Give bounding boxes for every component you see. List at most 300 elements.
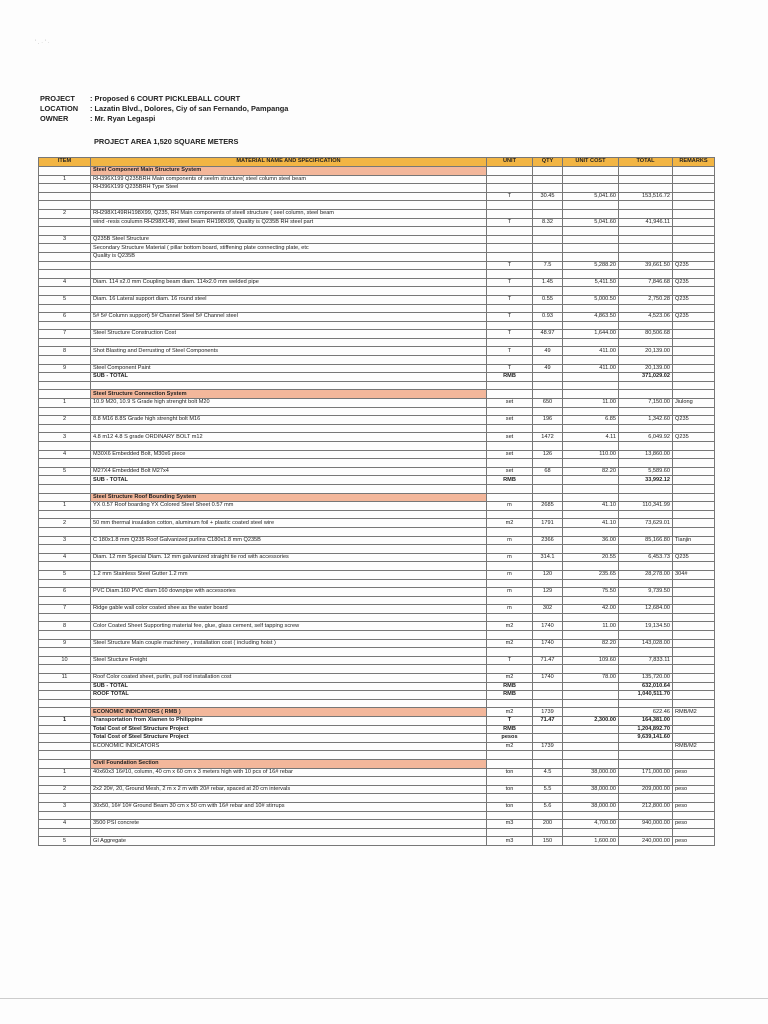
cell-qty [533, 209, 563, 218]
cell-desc: Steel Structure Main couple machinery , installation cost ( including hoist ) [91, 639, 487, 648]
cell-unit [487, 338, 533, 347]
cell-item: 1 [39, 399, 91, 408]
cell-total: 940,000.00 [619, 820, 673, 829]
cell-remarks [673, 347, 715, 356]
cell-unit: m2 [487, 519, 533, 528]
cell-item: 9 [39, 364, 91, 373]
cell-qty [533, 545, 563, 554]
cell-remarks [673, 639, 715, 648]
cell-total [619, 484, 673, 493]
cell-remarks: peso [673, 837, 715, 846]
cell-item [39, 381, 91, 390]
cell-unit [487, 270, 533, 279]
cell-unit-cost: 75.50 [563, 588, 619, 597]
col-header-qty: QTY [533, 158, 563, 167]
table-row [39, 588, 715, 597]
cell-qty [533, 390, 563, 399]
cell-item [39, 734, 91, 743]
cell-desc: SUB - TOTAL [91, 682, 487, 691]
cell-unit-cost: 41.10 [563, 502, 619, 511]
cell-remarks [673, 227, 715, 236]
cell-total: 1,040,511.70 [619, 691, 673, 700]
cell-remarks [673, 484, 715, 493]
cell-unit [487, 484, 533, 493]
col-header-unit: UNIT [487, 158, 533, 167]
cell-unit [487, 304, 533, 313]
cell-unit [487, 244, 533, 253]
cell-desc: Total Cost of Steel Structure Project [91, 725, 487, 734]
section-title: ECONOMIC INDICATORS ( RMB ) [91, 708, 487, 717]
cell-total [619, 244, 673, 253]
cell-qty [533, 235, 563, 244]
cell-desc: ECONOMIC INDICATORS [91, 742, 487, 751]
cell-qty: 1472 [533, 433, 563, 442]
cell-item [39, 725, 91, 734]
cell-remarks [673, 605, 715, 614]
cell-item [39, 682, 91, 691]
cell-total: 39,661.50 [619, 261, 673, 270]
cell-qty: 71.47 [533, 656, 563, 665]
cell-item: 4 [39, 278, 91, 287]
cell-unit-cost [563, 794, 619, 803]
cell-unit-cost: 5,411.50 [563, 278, 619, 287]
table-row [39, 811, 715, 820]
cell-total: 73,629.01 [619, 519, 673, 528]
subtotal-row [39, 476, 715, 485]
cell-remarks: Q235 [673, 313, 715, 322]
cell-qty [533, 459, 563, 468]
cell-total: 12,684.00 [619, 605, 673, 614]
cell-total [619, 777, 673, 786]
cell-total [619, 338, 673, 347]
cell-remarks [673, 734, 715, 743]
cell-total [619, 184, 673, 193]
cell-desc: Diam. 16 Lateral support diam. 16 round steel [91, 295, 487, 304]
table-row [39, 330, 715, 339]
cell-item: 7 [39, 605, 91, 614]
cell-unit-cost [563, 725, 619, 734]
cell-remarks [673, 373, 715, 382]
cell-qty: 49 [533, 364, 563, 373]
table-row [39, 742, 715, 751]
cell-qty: 0.93 [533, 313, 563, 322]
table-row [39, 768, 715, 777]
cell-unit-cost [563, 759, 619, 768]
cell-remarks [673, 175, 715, 184]
subtotal-row [39, 691, 715, 700]
cell-unit-cost: 11.00 [563, 399, 619, 408]
cell-qty: 1739 [533, 742, 563, 751]
cell-total: 7,833.11 [619, 656, 673, 665]
table-row [39, 639, 715, 648]
cell-qty: 1791 [533, 519, 563, 528]
cell-unit-cost: 42.00 [563, 605, 619, 614]
cell-qty: 5.5 [533, 785, 563, 794]
cell-total [619, 270, 673, 279]
cell-total: 85,166.80 [619, 536, 673, 545]
cell-unit-cost [563, 338, 619, 347]
cell-qty: 1740 [533, 639, 563, 648]
cell-total: 33,992.12 [619, 476, 673, 485]
cell-qty: 314.1 [533, 553, 563, 562]
cell-qty [533, 338, 563, 347]
cell-unit-cost [563, 596, 619, 605]
cell-item: 5 [39, 837, 91, 846]
cell-qty: 30.45 [533, 192, 563, 201]
cell-item: 6 [39, 588, 91, 597]
cell-unit-cost: 4,700.00 [563, 820, 619, 829]
cell-remarks: peso [673, 802, 715, 811]
table-row [39, 570, 715, 579]
cell-item [39, 691, 91, 700]
cell-total [619, 209, 673, 218]
cell-qty: 1.45 [533, 278, 563, 287]
cell-unit: T [487, 218, 533, 227]
table-row [39, 287, 715, 296]
cell-desc: 8.8 M16 8.8S Grade high strenght bolt M16 [91, 416, 487, 425]
cell-qty [533, 665, 563, 674]
cell-desc: RH298X149RH198X99, Q235, RH Main components of steell structure ( seel column, steel beam [91, 209, 487, 218]
cell-unit: pesos [487, 734, 533, 743]
cell-total: 7,846.68 [619, 278, 673, 287]
cell-unit [487, 209, 533, 218]
cell-remarks [673, 304, 715, 313]
cell-item [39, 476, 91, 485]
table-row [39, 347, 715, 356]
cell-item: 4 [39, 553, 91, 562]
cell-qty [533, 407, 563, 416]
cell-qty: 2366 [533, 536, 563, 545]
cell-unit [487, 381, 533, 390]
cell-total: 2,750.28 [619, 295, 673, 304]
cell-unit-cost: 4,863.50 [563, 313, 619, 322]
cell-unit-cost: 78.00 [563, 674, 619, 683]
cell-unit-cost: 110.00 [563, 450, 619, 459]
cell-desc [91, 192, 487, 201]
cell-total [619, 811, 673, 820]
cell-unit-cost [563, 227, 619, 236]
cell-qty [533, 442, 563, 451]
table-row [39, 794, 715, 803]
cell-desc: Quality is Q235B [91, 252, 487, 261]
cell-desc [91, 304, 487, 313]
cell-unit-cost: 38,000.00 [563, 785, 619, 794]
cell-remarks [673, 759, 715, 768]
cell-qty: 200 [533, 820, 563, 829]
cell-item: 4 [39, 450, 91, 459]
table-row [39, 656, 715, 665]
cell-unit [487, 442, 533, 451]
cell-item [39, 510, 91, 519]
cell-total [619, 648, 673, 657]
section-header-row [39, 493, 715, 502]
cell-total: 41,946.11 [619, 218, 673, 227]
table-row [39, 605, 715, 614]
cell-unit-cost [563, 390, 619, 399]
cell-unit [487, 759, 533, 768]
project-label: PROJECT [40, 94, 75, 103]
cell-qty [533, 828, 563, 837]
table-row [39, 252, 715, 261]
cell-qty [533, 476, 563, 485]
cell-remarks [673, 510, 715, 519]
project-line [40, 94, 240, 104]
cell-unit-cost [563, 631, 619, 640]
cell-unit-cost: 38,000.00 [563, 768, 619, 777]
cell-unit-cost [563, 304, 619, 313]
cell-remarks: RMB/M2 [673, 742, 715, 751]
cell-remarks [673, 674, 715, 683]
table-row [39, 424, 715, 433]
cell-qty: 68 [533, 467, 563, 476]
cell-desc [91, 613, 487, 622]
cell-qty [533, 648, 563, 657]
cell-unit-cost [563, 742, 619, 751]
cell-unit [487, 579, 533, 588]
cell-total [619, 794, 673, 803]
cell-item [39, 562, 91, 571]
cell-total [619, 751, 673, 760]
cell-total: 9,639,141.60 [619, 734, 673, 743]
table-row [39, 407, 715, 416]
cell-desc: 2x2 20#, 20, Ground Mesh, 2 m x 2 m with 20# rebar, spaced at 20 cm intervals [91, 785, 487, 794]
cell-qty: 150 [533, 837, 563, 846]
table-row [39, 631, 715, 640]
page-bottom-edge [0, 998, 768, 999]
cell-remarks [673, 502, 715, 511]
cell-unit-cost: 4.11 [563, 433, 619, 442]
cell-item [39, 742, 91, 751]
cell-qty [533, 252, 563, 261]
cell-remarks: Q235 [673, 433, 715, 442]
table-row [39, 416, 715, 425]
section-header-row [39, 167, 715, 176]
cell-qty: 650 [533, 399, 563, 408]
cell-desc: RH396X199 Q235BRH Main components of seelm structure( steel column steel beam [91, 175, 487, 184]
cell-qty [533, 227, 563, 236]
subtotal-row [39, 373, 715, 382]
cell-remarks [673, 459, 715, 468]
cell-unit [487, 493, 533, 502]
cell-unit [487, 235, 533, 244]
table-row [39, 459, 715, 468]
cell-unit: m [487, 536, 533, 545]
cell-unit: T [487, 717, 533, 726]
cell-unit [487, 751, 533, 760]
cell-item [39, 579, 91, 588]
cell-unit-cost [563, 613, 619, 622]
cell-qty: 71.47 [533, 717, 563, 726]
cell-total: 5,589.60 [619, 467, 673, 476]
cell-unit-cost [563, 648, 619, 657]
cell-total: 6,453.73 [619, 553, 673, 562]
cell-remarks [673, 201, 715, 210]
cell-remarks [673, 167, 715, 176]
table-row [39, 433, 715, 442]
cell-desc: 1.2 mm Stainless Steel Gutter 1.2 mm [91, 570, 487, 579]
cell-remarks [673, 527, 715, 536]
table-row [39, 175, 715, 184]
cell-total [619, 562, 673, 571]
cell-item: 4 [39, 820, 91, 829]
cell-desc [91, 562, 487, 571]
cell-total: 164,381.00 [619, 717, 673, 726]
table-row [39, 192, 715, 201]
table-row [39, 364, 715, 373]
table-row [39, 261, 715, 270]
table-row [39, 562, 715, 571]
cell-item [39, 493, 91, 502]
scan-specks: ' . · ' · [35, 40, 50, 46]
cell-unit-cost: 36.00 [563, 536, 619, 545]
cell-remarks [673, 794, 715, 803]
table-row [39, 734, 715, 743]
cell-unit: m3 [487, 837, 533, 846]
cell-qty [533, 510, 563, 519]
section-title: Steel Structure Roof Bounding System [91, 493, 487, 502]
cell-total: 110,341.99 [619, 502, 673, 511]
cell-unit: T [487, 313, 533, 322]
cell-remarks [673, 699, 715, 708]
cell-qty: 49 [533, 347, 563, 356]
cell-unit [487, 175, 533, 184]
cell-desc [91, 442, 487, 451]
table-row [39, 209, 715, 218]
cell-unit-cost [563, 777, 619, 786]
table-row [39, 227, 715, 236]
cell-desc [91, 287, 487, 296]
table-row [39, 278, 715, 287]
cell-unit-cost [563, 321, 619, 330]
cell-qty [533, 175, 563, 184]
cell-remarks [673, 424, 715, 433]
cell-item: 10 [39, 656, 91, 665]
cell-unit [487, 459, 533, 468]
cell-remarks: Tianjin [673, 536, 715, 545]
table-row [39, 828, 715, 837]
cell-total [619, 510, 673, 519]
col-header-remarks: REMARKS [673, 158, 715, 167]
cell-remarks [673, 381, 715, 390]
cell-remarks: Q235 [673, 295, 715, 304]
cell-unit-cost: 411.00 [563, 347, 619, 356]
cell-remarks [673, 235, 715, 244]
cell-unit: set [487, 450, 533, 459]
cell-unit: set [487, 416, 533, 425]
cell-desc [91, 631, 487, 640]
cell-unit-cost: 38,000.00 [563, 802, 619, 811]
table-row [39, 527, 715, 536]
cell-total: 28,278.00 [619, 570, 673, 579]
cell-unit [487, 227, 533, 236]
cell-desc: Total Cost of Steel Structure Project [91, 734, 487, 743]
cell-unit: T [487, 347, 533, 356]
cell-remarks [673, 450, 715, 459]
cell-unit [487, 510, 533, 519]
cell-qty: 8.32 [533, 218, 563, 227]
cell-desc: 40x60x3 16#10, column, 40 cm x 60 cm x 3 meters high with 10 pcs of 16# rebar [91, 768, 487, 777]
cell-total: 7,150.00 [619, 399, 673, 408]
cell-unit [487, 356, 533, 365]
cell-qty [533, 682, 563, 691]
cell-unit-cost [563, 209, 619, 218]
cell-qty [533, 304, 563, 313]
cell-total: 1,342.60 [619, 416, 673, 425]
cell-item [39, 244, 91, 253]
cell-remarks [673, 545, 715, 554]
cell-total [619, 381, 673, 390]
cell-unit-cost [563, 699, 619, 708]
cell-qty: 196 [533, 416, 563, 425]
cell-total [619, 442, 673, 451]
cell-unit-cost [563, 373, 619, 382]
cell-total [619, 167, 673, 176]
cell-unit-cost: 235.65 [563, 570, 619, 579]
cell-qty: 1739 [533, 708, 563, 717]
table-row [39, 467, 715, 476]
cell-item: 9 [39, 639, 91, 648]
cell-qty: 48.97 [533, 330, 563, 339]
cell-unit [487, 184, 533, 193]
cell-total: 622.46 [619, 708, 673, 717]
table-row [39, 674, 715, 683]
cell-unit: RMB [487, 476, 533, 485]
cell-total [619, 759, 673, 768]
cell-remarks [673, 751, 715, 760]
col-header-unit-cost: UNIT COST [563, 158, 619, 167]
table-row [39, 717, 715, 726]
cell-item [39, 596, 91, 605]
cell-remarks [673, 579, 715, 588]
cell-unit: T [487, 364, 533, 373]
cell-desc: 4.8 m12 4.8 S grade ORDINARY BOLT m12 [91, 433, 487, 442]
table-row [39, 218, 715, 227]
cell-unit [487, 407, 533, 416]
cell-unit: m2 [487, 708, 533, 717]
cell-qty [533, 562, 563, 571]
cell-desc [91, 699, 487, 708]
cell-desc: SUB - TOTAL [91, 476, 487, 485]
cell-desc [91, 665, 487, 674]
cell-total: 240,000.00 [619, 837, 673, 846]
cell-unit: m3 [487, 820, 533, 829]
cell-qty [533, 691, 563, 700]
cell-desc [91, 510, 487, 519]
cell-desc: Roof Color coated sheet, purlin, pull rod installation cost [91, 674, 487, 683]
cell-item: 6 [39, 313, 91, 322]
table-header-row [39, 158, 715, 167]
cell-unit: m2 [487, 674, 533, 683]
cell-remarks [673, 622, 715, 631]
cell-remarks: Q235 [673, 261, 715, 270]
cell-unit-cost [563, 356, 619, 365]
cell-unit-cost: 411.00 [563, 364, 619, 373]
cost-estimate-table [38, 157, 715, 846]
cell-qty [533, 579, 563, 588]
table-row [39, 502, 715, 511]
cell-unit: m [487, 502, 533, 511]
cell-total [619, 304, 673, 313]
cell-qty: 2685 [533, 502, 563, 511]
cell-unit: set [487, 467, 533, 476]
cell-qty [533, 631, 563, 640]
cell-unit: RMB [487, 682, 533, 691]
cell-unit-cost: 109.60 [563, 656, 619, 665]
cell-item [39, 442, 91, 451]
cell-qty [533, 167, 563, 176]
cell-total [619, 201, 673, 210]
section-title: Steel Component Main Structure System [91, 167, 487, 176]
